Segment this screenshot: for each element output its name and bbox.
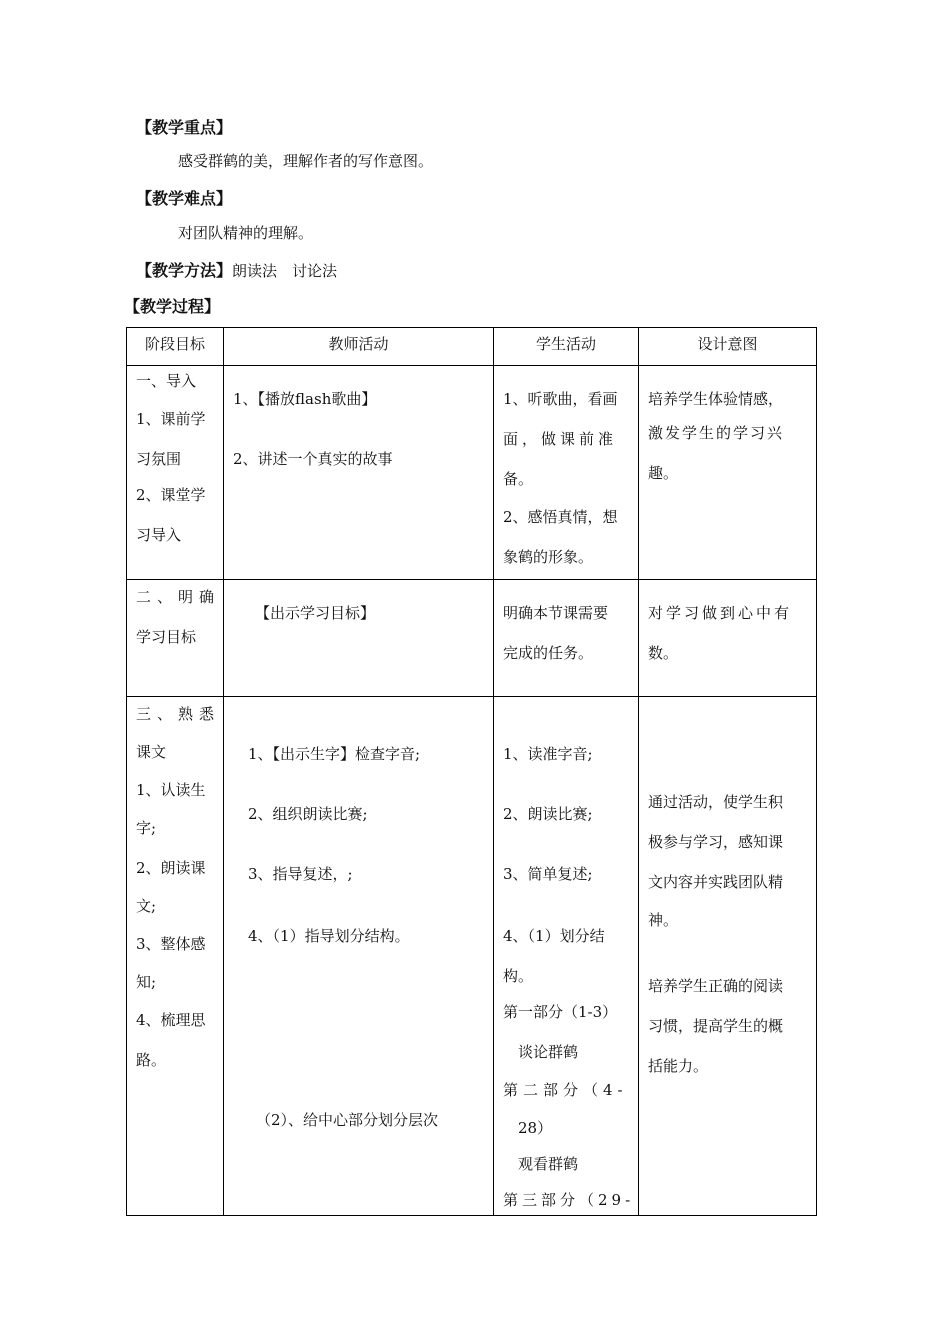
cell-text: 学习目标: [136, 628, 197, 646]
row3-teacher: [224, 697, 494, 1216]
key-point-heading: 【教学重点】: [136, 118, 233, 137]
cell-text: 神。: [648, 911, 679, 929]
header-teacher: [224, 328, 494, 366]
cell-text: 文;: [136, 897, 157, 915]
cell-text: 习氛围: [136, 450, 182, 468]
table-row: [127, 366, 817, 580]
cell-text: 2、感悟真情，想: [503, 508, 618, 526]
cell-text: 象鹤的形象。: [503, 548, 594, 566]
cell-text: 3、指导复述，;: [248, 865, 353, 883]
cell-text: 28）: [518, 1119, 553, 1137]
cell-text: 知;: [136, 973, 157, 991]
cell-text: 2、课堂学: [136, 486, 206, 504]
cell-text: 4、（1）指导划分结构。: [248, 927, 410, 945]
cell-text: 观看群鹤: [518, 1155, 579, 1173]
teaching-process-table: [126, 327, 817, 1216]
cell-text: 数。: [648, 644, 679, 662]
cell-text: 路。: [136, 1051, 167, 1069]
cell-text: 1、课前学: [136, 410, 206, 428]
table-row: [127, 580, 817, 697]
row2-intent: [639, 580, 817, 697]
cell-text: 2、组织朗读比赛;: [248, 805, 368, 823]
row3-stage: [127, 697, 224, 1216]
cell-text: 1、【出示生字】检查字音;: [248, 745, 421, 763]
row2-stage: [127, 580, 224, 697]
row1-intent: [639, 366, 817, 580]
cell-text: 二、明确: [136, 588, 221, 606]
cell-text: 【出示学习目标】: [255, 604, 376, 622]
cell-text: 2、朗读课: [136, 859, 206, 877]
header-student: [494, 328, 639, 366]
row2-teacher: [224, 580, 494, 697]
cell-text: 习导入: [136, 526, 182, 544]
cell-text: 第一部分（1-3）: [503, 1003, 618, 1021]
cell-text: 对学习做到心中有: [648, 604, 793, 622]
cell-text: 文内容并实践团队精: [648, 873, 784, 891]
cell-text: 4、（1）划分结: [503, 927, 605, 945]
row3-student: [494, 697, 639, 1216]
cell-text: 设计意图: [697, 335, 758, 353]
cell-text: 极参与学习，感知课: [648, 833, 784, 851]
cell-text: 通过活动，使学生积: [648, 793, 784, 811]
cell-text: 第二部分（4-: [503, 1081, 628, 1099]
cell-text: 4、梳理思: [136, 1011, 206, 1029]
row3-intent: [639, 697, 817, 1216]
methods-heading: 【教学方法】: [136, 261, 233, 280]
cell-text: 习惯，提高学生的概: [648, 1017, 784, 1035]
cell-text: 面，做课前准: [503, 430, 618, 448]
cell-text: 完成的任务。: [503, 644, 594, 662]
row1-student: [494, 366, 639, 580]
process-heading: 【教学过程】: [124, 297, 221, 316]
cell-text: 字;: [136, 819, 157, 837]
table-row: [127, 697, 817, 1216]
cell-text: 1、听歌曲，看画: [503, 390, 618, 408]
cell-text: 趣。: [648, 464, 679, 482]
cell-text: 阶段目标: [144, 335, 205, 353]
header-stage: [127, 328, 224, 366]
key-point-text: 感受群鹤的美，理解作者的写作意图。: [178, 152, 434, 170]
cell-text: 激发学生的学习兴: [648, 424, 785, 442]
cell-text: 谈论群鹤: [518, 1043, 579, 1061]
cell-text: 2、朗读比赛;: [503, 805, 593, 823]
cell-text: 教师活动: [328, 335, 389, 353]
cell-text: 培养学生正确的阅读: [648, 977, 784, 995]
cell-text: 明确本节课需要: [503, 604, 609, 622]
cell-text: 构。: [503, 967, 534, 985]
cell-text: 2、讲述一个真实的故事: [233, 450, 393, 468]
cell-text: 括能力。: [648, 1057, 709, 1075]
cell-text: 课文: [136, 743, 167, 761]
cell-text: 3、整体感: [136, 935, 206, 953]
methods-text: 朗读法 讨论法: [232, 262, 338, 280]
header-intent: [639, 328, 817, 366]
cell-text: 培养学生体验情感，: [648, 390, 784, 408]
cell-text: 1、认读生: [136, 781, 206, 799]
cell-text: 学生活动: [535, 335, 596, 353]
cell-text: 三、熟悉: [136, 705, 221, 723]
row2-student: [494, 580, 639, 697]
cell-text: （2）、给中心部分划分层次: [256, 1111, 439, 1129]
cell-text: 3、简单复述;: [503, 865, 593, 883]
table-header-row: [127, 328, 817, 366]
cell-text: 1、【播放flash歌曲】: [233, 390, 377, 408]
cell-text: 第三部分（29-: [503, 1191, 635, 1209]
cell-text: 一、导入: [136, 372, 197, 390]
difficulty-heading: 【教学难点】: [136, 189, 233, 208]
row1-stage: [127, 366, 224, 580]
methods-line: [136, 258, 337, 281]
cell-text: 备。: [503, 470, 534, 488]
difficulty-text: 对团队精神的理解。: [178, 224, 314, 242]
row1-teacher: [224, 366, 494, 580]
cell-text: 1、读准字音;: [503, 745, 593, 763]
